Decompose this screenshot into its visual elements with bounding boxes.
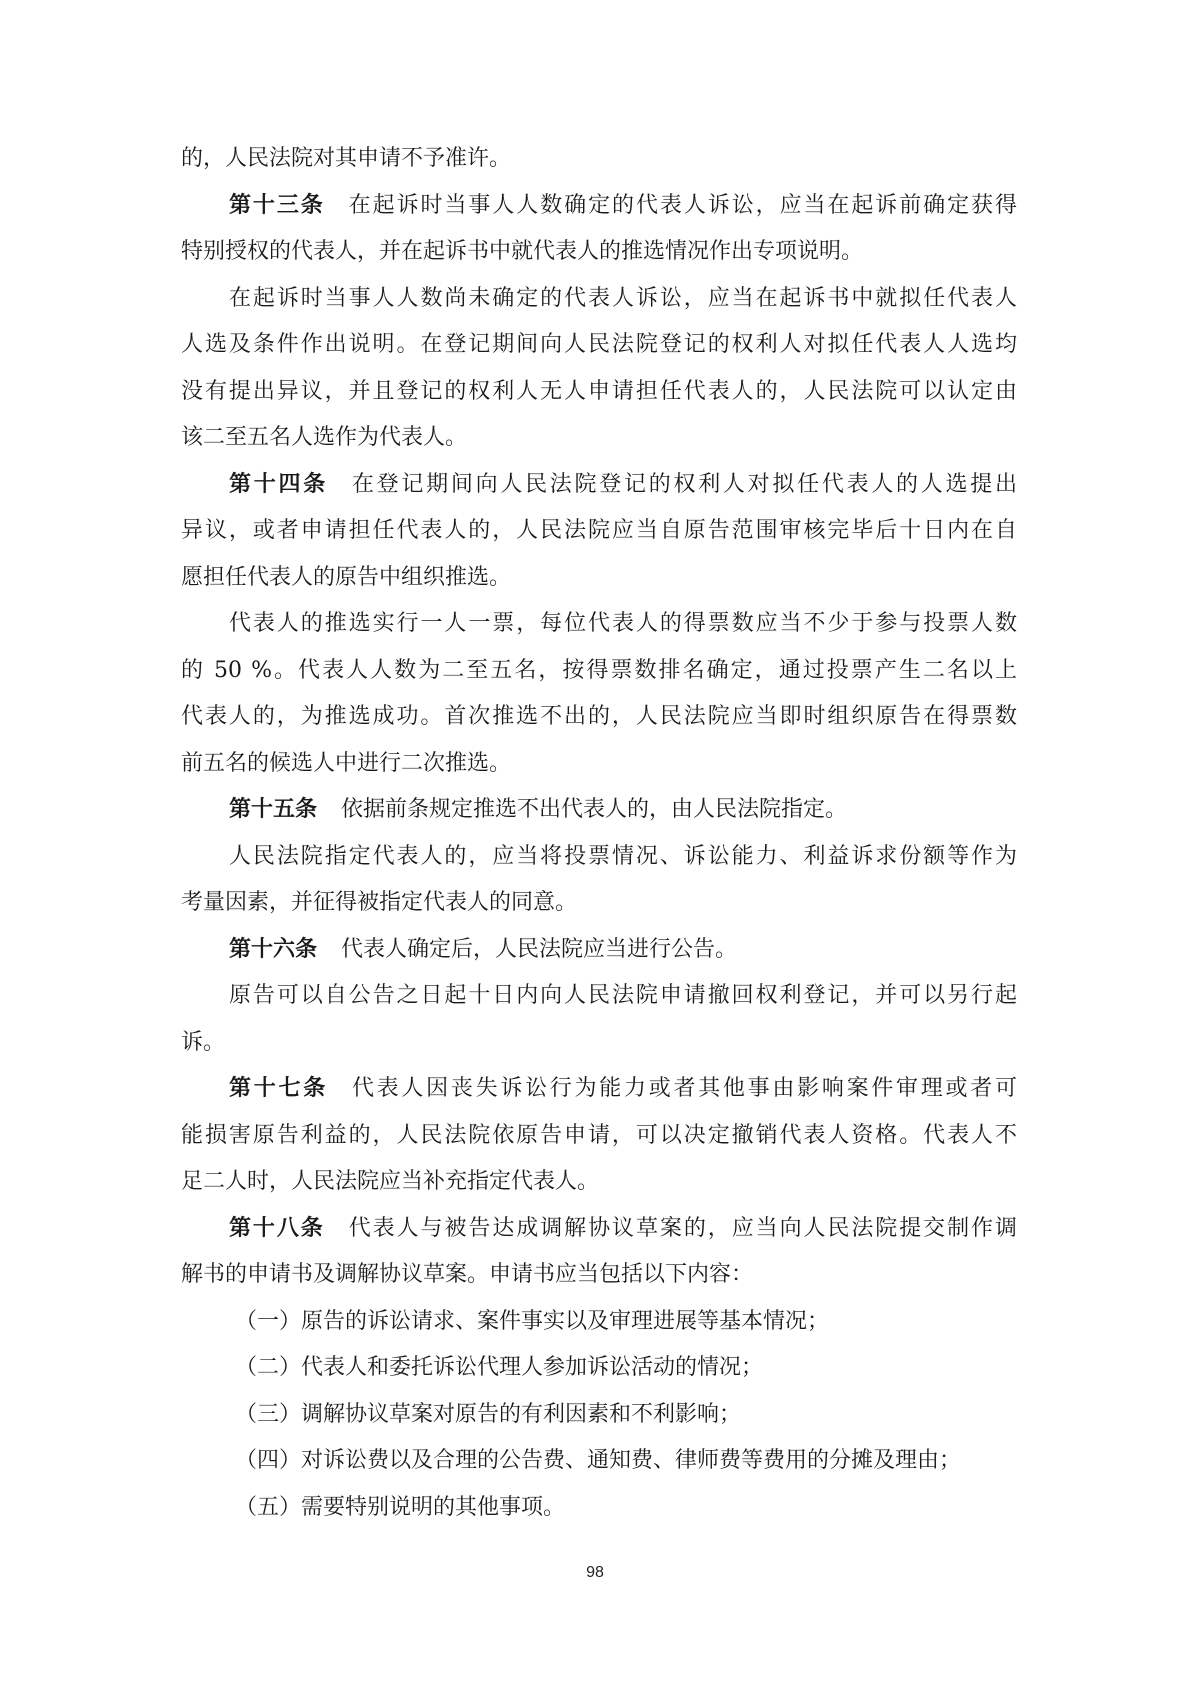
list-item: （五）需要特别说明的其他事项。: [235, 1494, 566, 1520]
paragraph-line: 人选及条件作出说明。在登记期间向人民法院登记的权利人对拟任代表人人选均: [181, 332, 1017, 357]
paragraph-line: 前五名的候选人中进行二次推选。: [181, 750, 512, 776]
paragraph-line: 原告可以自公告之日起十日内向人民法院申请撤回权利登记，并可以另行起: [229, 983, 1017, 1008]
list-item: （二）代表人和委托诉讼代理人参加诉讼活动的情况；: [235, 1355, 764, 1380]
paragraph-line: 的 50 %。代表人人数为二至五名，按得票数排名确定，通过投票产生二名以上: [181, 657, 1017, 683]
paragraph-line: 代表人的，为推选成功。首次推选不出的，人民法院应当即时组织原告在得票数: [181, 704, 1017, 729]
paragraph-line: 的，人民法院对其申请不予准许。: [181, 146, 512, 171]
article-text: 代表人因丧失诉讼行为能力或者其他事由影响案件审理或者可: [351, 1076, 1017, 1101]
article-15-heading: 第十五条: [229, 797, 318, 822]
list-item: （一）原告的诉讼请求、案件事实以及审理进展等基本情况；: [235, 1308, 830, 1334]
article-first-line: [181, 787, 1017, 834]
article-text: 代表人与被告达成调解协议草案的，应当向人民法院提交制作调: [348, 1215, 1017, 1241]
paragraph-line: 在起诉时当事人人数尚未确定的代表人诉讼，应当在起诉书中就拟任代表人: [229, 285, 1017, 311]
paragraph-line: 没有提出异议，并且登记的权利人无人申请担任代表人的，人民法院可以认定由: [181, 378, 1017, 404]
paragraph-line: 该二至五名人选作为代表人。: [181, 425, 468, 450]
article-13-heading: 第十三条: [229, 192, 325, 218]
paragraph-line: 异议，或者申请担任代表人的，人民法院应当自原告范围审核完毕后十日内在自: [181, 518, 1017, 543]
paragraph-line: 代表人的推选实行一人一票，每位代表人的得票数应当不少于参与投票人数: [229, 611, 1017, 636]
document-page: [181, 136, 1017, 1531]
article-first-line: [181, 927, 1017, 974]
article-first-line: [181, 462, 1017, 509]
article-first-line: [181, 1066, 1017, 1113]
article-17-heading: 第十七条: [229, 1076, 328, 1101]
list-item: （三）调解协议草案对原告的有利因素和不利影响；: [235, 1401, 742, 1427]
paragraph-line: 愿担任代表人的原告中组织推选。: [181, 564, 512, 590]
article-text: 依据前条规定推选不出代表人的，由人民法院指定。: [341, 797, 848, 822]
paragraph-line: 考量因素，并征得被指定代表人的同意。: [181, 890, 578, 915]
paragraph-line: 特别授权的代表人，并在起诉书中就代表人的推选情况作出专项说明。: [181, 239, 864, 264]
paragraph-line: 解书的申请书及调解协议草案。申请书应当包括以下内容：: [181, 1262, 754, 1287]
paragraph-line: 足二人时，人民法院应当补充指定代表人。: [181, 1169, 600, 1194]
article-text: 代表人确定后，人民法院应当进行公告。: [341, 936, 738, 962]
article-first-line: [181, 1206, 1017, 1253]
paragraph-line: 人民法院指定代表人的，应当将投票情况、诉讼能力、利益诉求份额等作为: [229, 843, 1017, 869]
article-16-heading: 第十六条: [229, 936, 318, 962]
article-text: 在登记期间向人民法院登记的权利人对拟任代表人的人选提出: [351, 471, 1017, 497]
paragraph-line: 能损害原告利益的，人民法院依原告申请，可以决定撤销代表人资格。代表人不: [181, 1122, 1017, 1148]
list-item: （四）对诉讼费以及合理的公告费、通知费、律师费等费用的分摊及理由；: [235, 1448, 962, 1473]
article-text: 在起诉时当事人人数确定的代表人诉讼，应当在起诉前确定获得: [348, 192, 1017, 218]
page-number: 98: [586, 1564, 604, 1581]
article-18-heading: 第十八条: [229, 1215, 325, 1241]
article-14-heading: 第十四条: [229, 471, 328, 497]
article-first-line: [181, 183, 1017, 230]
paragraph-line: 诉。: [181, 1029, 226, 1055]
